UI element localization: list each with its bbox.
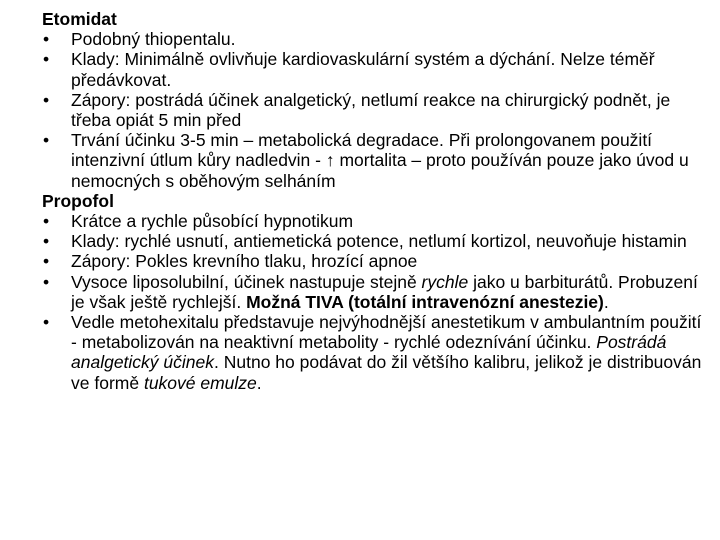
bullet-marker: •	[43, 211, 50, 232]
list-item	[42, 211, 707, 231]
list-item-text: .	[256, 372, 262, 393]
bullet-marker: •	[43, 29, 50, 50]
list-item-text: Klady: Minimálně ovlivňuje kardiovaskulární systém a dýchání. Nelze téměř předávkovat.	[71, 49, 655, 90]
propofol-list	[42, 211, 707, 393]
bullet-marker: •	[43, 49, 50, 70]
list-item-text: Vedle metohexitalu představuje nejvýhodnější anestetikum v ambulantním použití - metabolizován na neaktivní metabolity - rychlé odeznívání účinku.	[71, 312, 702, 353]
italic-emphasis: tukové emulze	[143, 372, 257, 393]
bullet-marker: •	[43, 312, 50, 333]
list-item	[42, 272, 707, 312]
bullet-marker: •	[43, 271, 50, 292]
up-arrow-icon: ↑	[325, 150, 335, 171]
italic-emphasis: Postrádá analgetický účinek	[71, 332, 667, 373]
list-item	[42, 49, 707, 89]
bullet-marker: •	[43, 251, 50, 272]
list-item-text: . Nutno ho podávat do žil většího kalibru, jelikož je distribuován ve formě	[71, 352, 702, 393]
list-item-text: Zápory: Pokles krevního tlaku, hrozící apnoe	[71, 251, 418, 272]
etomidat-list	[42, 29, 707, 191]
list-item-text: Vysoce liposolubilní, účinek nastupuje stejně	[71, 271, 422, 292]
list-item	[42, 251, 707, 271]
bullet-marker: •	[43, 89, 50, 110]
slide-content	[42, 9, 707, 393]
list-item	[42, 90, 707, 130]
bullet-marker: •	[43, 130, 50, 151]
list-item-text: mortalita – proto používán pouze jako úvod u nemocných s oběhovým selháním	[71, 150, 689, 191]
list-item-text: .	[603, 291, 609, 312]
list-item-text: Podobný thiopentalu.	[71, 29, 236, 50]
heading-propofol: Propofol	[42, 190, 114, 211]
list-item	[42, 29, 707, 49]
list-item-text: Trvání účinku 3-5 min – metabolická degradace. Při prolongovanem použití intenzivní útlum kůry nadledvin -	[71, 130, 653, 171]
italic-emphasis: rychle	[421, 271, 469, 292]
list-item	[42, 130, 707, 191]
list-item-text: Klady: rychlé usnutí, antiemetická potence, netlumí kortizol, neuvoňuje histamin	[71, 231, 687, 252]
list-item-text: Zápory: postrádá účinek analgetický, netlumí reakce na chirurgický podnět, je třeba opiát 5 min před	[71, 89, 671, 131]
bold-emphasis: Možná TIVA (totální intravenózní anestezie)	[246, 291, 604, 312]
heading-etomidat: Etomidat	[42, 9, 117, 29]
list-item-text: Krátce a rychle působící hypnotikum	[71, 211, 354, 232]
list-item-text: jako u barbiturátů. Probuzení je však ještě rychlejší.	[71, 271, 698, 312]
list-item	[42, 231, 707, 251]
bullet-marker: •	[43, 231, 50, 252]
list-item	[42, 312, 707, 393]
